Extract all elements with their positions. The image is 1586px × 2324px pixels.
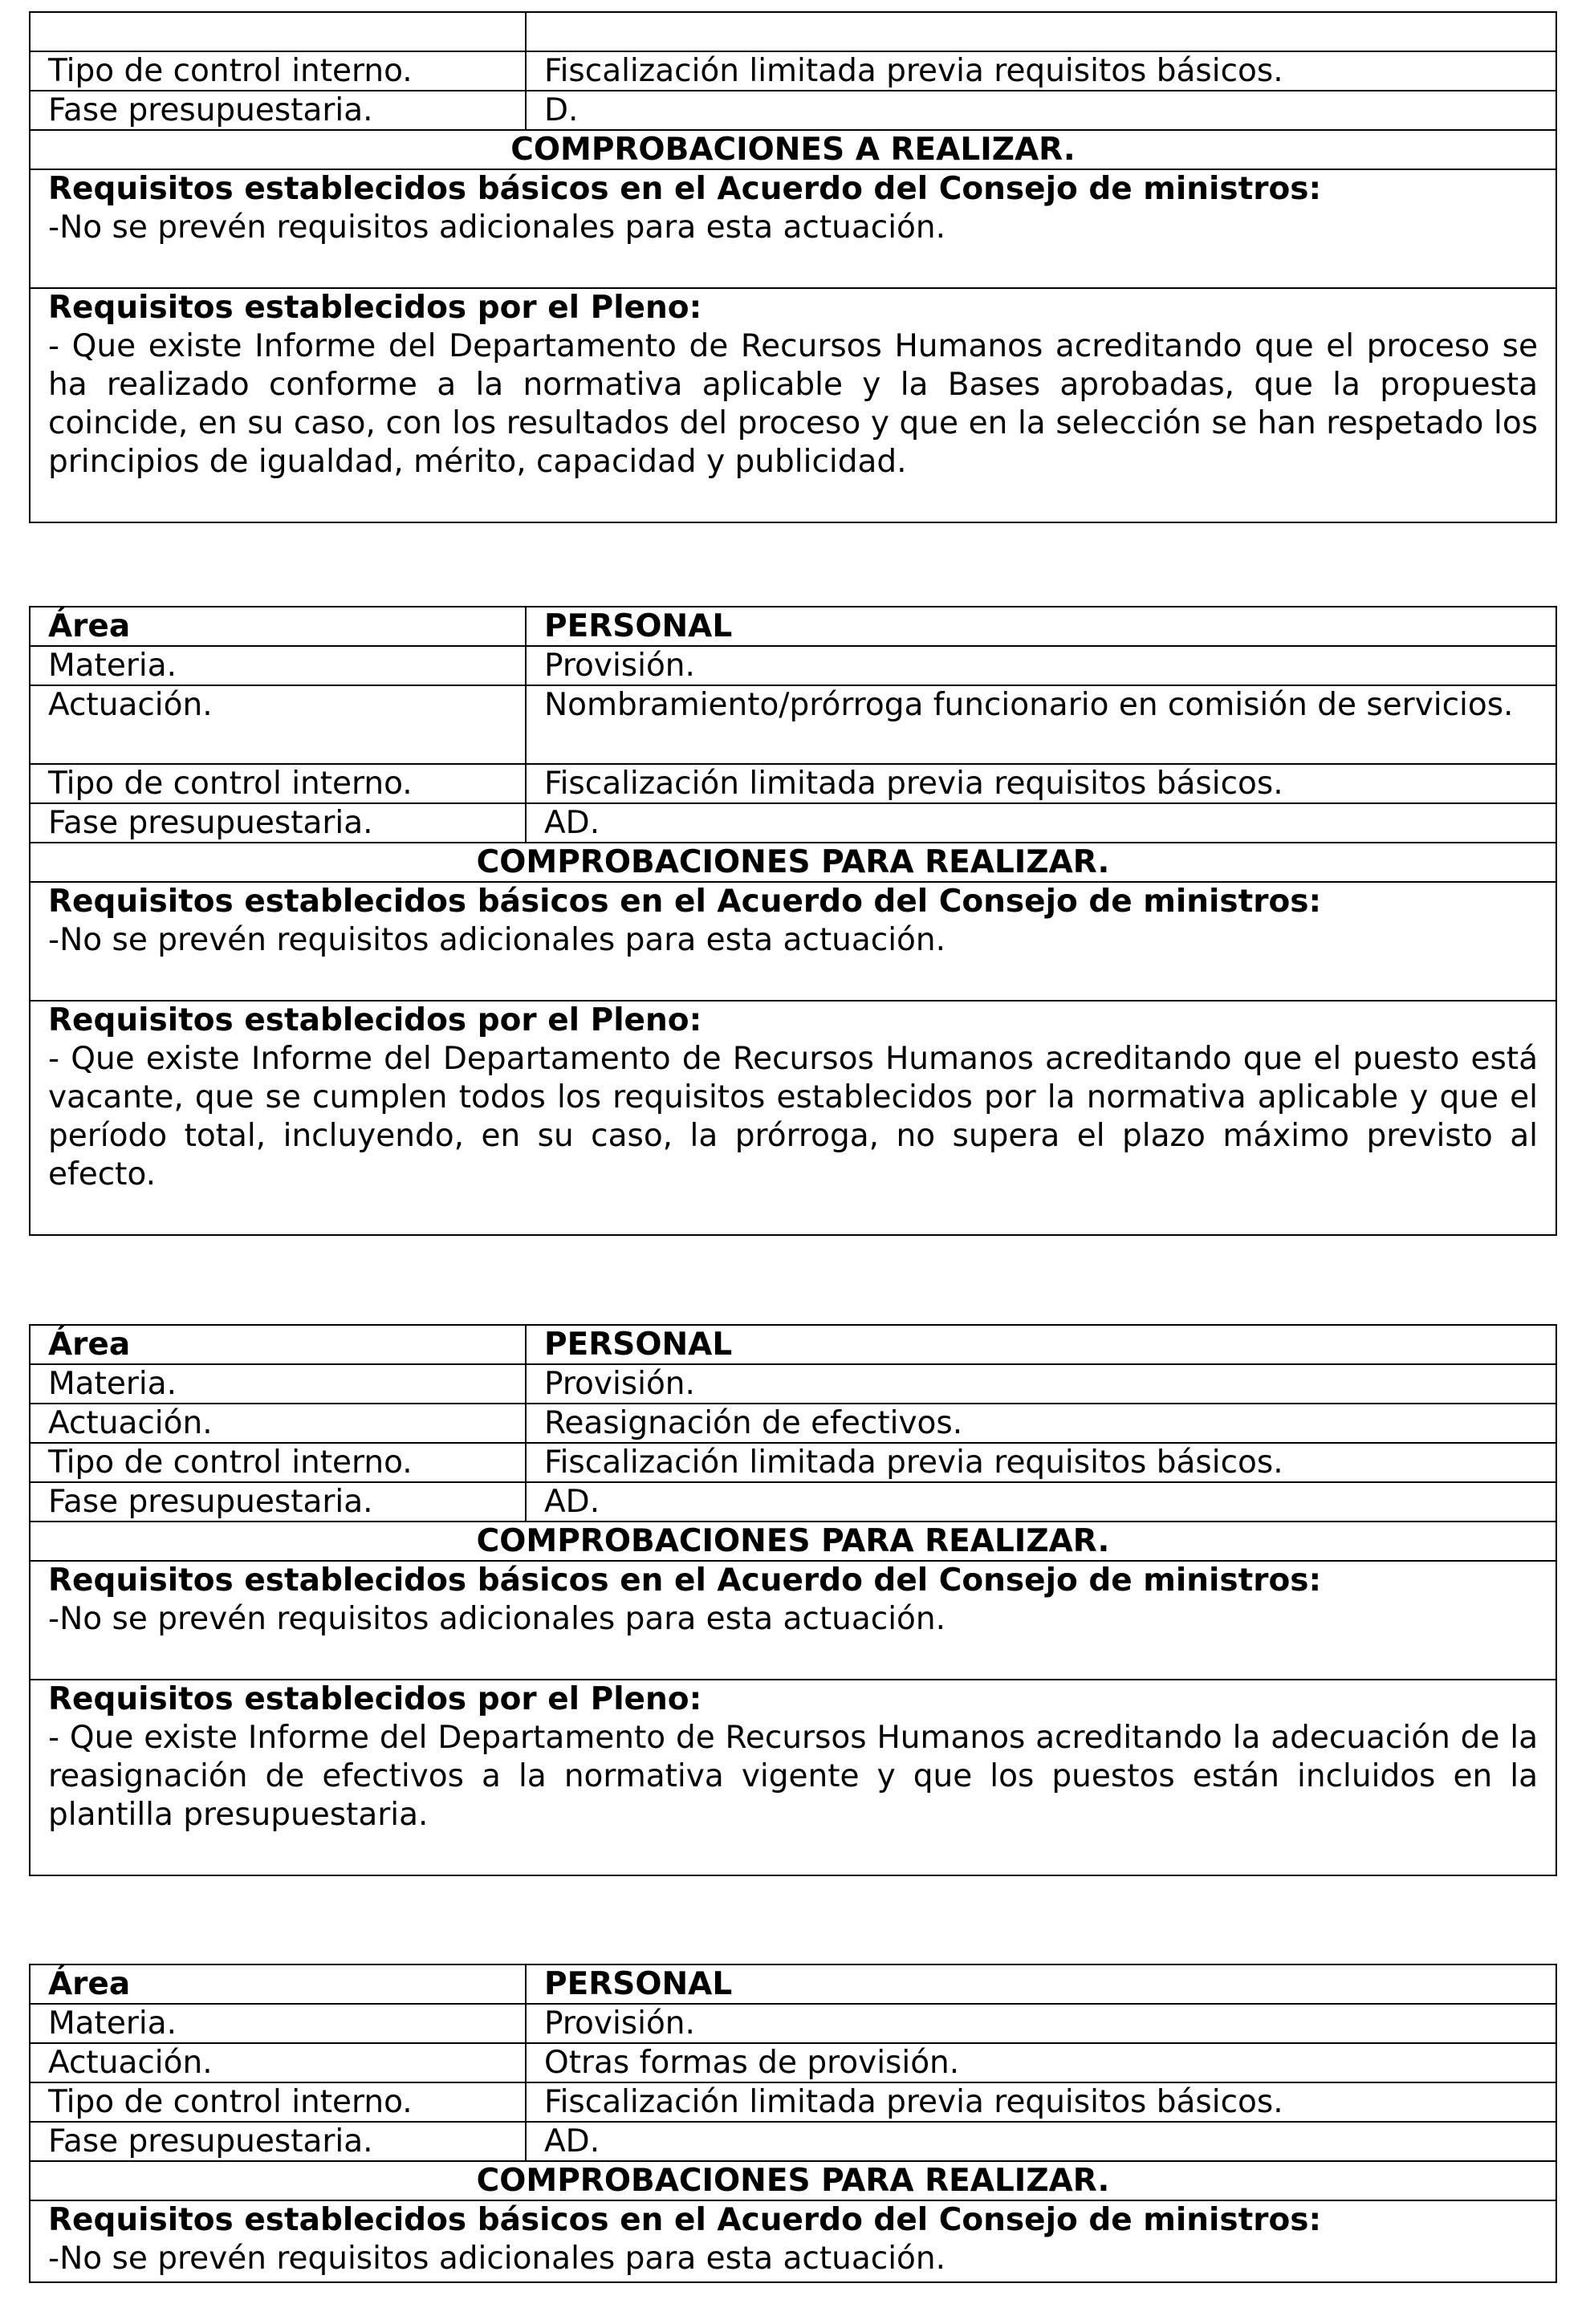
pleno-heading: Requisitos establecidos por el Pleno: [48,1681,702,1717]
row-value [527,13,1556,51]
comprobaciones-row [31,2162,1556,2201]
actuacion-label: Actuación. [31,1404,527,1442]
table-row-tipo [31,765,1556,804]
table-row-tipo [31,52,1556,91]
comprobaciones-heading: COMPROBACIONES PARA REALIZAR. [476,2163,1110,2199]
materia-label: Materia. [31,2005,527,2042]
comprobaciones-heading: COMPROBACIONES A REALIZAR. [510,132,1076,168]
tipo-label: Tipo de control interno. [31,52,527,90]
area-label: Área [31,1326,527,1363]
table-row-area [31,607,1556,647]
table-row-actuacion [31,2044,1556,2083]
table-row-materia [31,2005,1556,2044]
acuerdo-section [31,2201,1556,2281]
actuacion-label: Actuación. [31,2044,527,2082]
materia-value: Provisión. [544,2005,695,2042]
pleno-heading: Requisitos establecidos por el Pleno: [48,1002,702,1038]
tipo-value: Fiscalización limitada previa requisitos básicos. [544,2084,1283,2120]
pleno-section [31,289,1556,522]
tipo-label: Tipo de control interno. [31,765,527,802]
table-row [31,13,1556,52]
table-row-actuacion [31,1404,1556,1444]
acuerdo-text: -No se prevén requisitos adicionales para esta actuación. [48,922,946,958]
pleno-text: - Que existe Informe del Departamento de Recursos Humanos acreditando la adecuación de la reasignación de efectivos a la normativa vigente y que los puestos están incluidos en la plantilla presupuestaria. [48,1720,1538,1833]
table-row-tipo [31,2083,1556,2123]
control-table-2 [29,606,1557,1236]
table-row-materia [31,647,1556,686]
pleno-text: - Que existe Informe del Departamento de Recursos Humanos acreditando que el puesto está vacante, que se cumplen todos los requisitos establecidos por la normativa aplicable y que el período total, incluyendo, en su caso, la prórroga, no supera el plazo máximo previsto al efecto. [48,1041,1538,1192]
table-row-materia [31,1365,1556,1404]
area-value: PERSONAL [544,608,733,644]
tipo-value: Fiscalización limitada previa requisitos básicos. [544,766,1283,802]
table-row-area [31,1326,1556,1365]
fase-value: AD. [544,2123,600,2159]
comprobaciones-row [31,131,1556,170]
comprobaciones-row [31,843,1556,883]
table-row-fase [31,91,1556,131]
fase-value: D. [544,92,579,128]
row-label [31,13,527,51]
comprobaciones-heading: COMPROBACIONES PARA REALIZAR. [476,1523,1110,1559]
materia-value: Provisión. [544,1366,695,1402]
tipo-value: Fiscalización limitada previa requisitos básicos. [544,53,1283,89]
control-table-1 [29,11,1557,523]
pleno-heading: Requisitos establecidos por el Pleno: [48,290,702,326]
control-table-3 [29,1324,1557,1876]
actuacion-value: Nombramiento/prórroga funcionario en comisión de servicios. [544,687,1514,723]
tipo-value: Fiscalización limitada previa requisitos básicos. [544,1444,1283,1481]
acuerdo-section [31,883,1556,1002]
table-row-fase [31,1483,1556,1522]
materia-value: Provisión. [544,648,695,684]
fase-value: AD. [544,1484,600,1520]
table-row-area [31,1965,1556,2005]
fase-label: Fase presupuestaria. [31,1483,527,1521]
area-label: Área [31,607,527,645]
actuacion-value: Otras formas de provisión. [544,2045,960,2081]
acuerdo-section [31,1562,1556,1680]
comprobaciones-heading: COMPROBACIONES PARA REALIZAR. [476,844,1110,880]
table-row-fase [31,804,1556,843]
acuerdo-text: -No se prevén requisitos adicionales para esta actuación. [48,2241,946,2277]
actuacion-label: Actuación. [31,686,527,763]
fase-label: Fase presupuestaria. [31,2123,527,2160]
acuerdo-text: -No se prevén requisitos adicionales para esta actuación. [48,1601,946,1637]
pleno-text: - Que existe Informe del Departamento de Recursos Humanos acreditando que el proceso se ha realizado conforme a la normativa aplicable y la Bases aprobadas, que la propuesta coincide, en su caso, con los resultados del proceso y que en la selección se han respetado los principios de igualdad, mérito, capacidad y publicidad. [48,328,1538,480]
area-value: PERSONAL [544,1966,733,2002]
materia-label: Materia. [31,647,527,685]
table-row-fase [31,2123,1556,2162]
fase-label: Fase presupuestaria. [31,91,527,129]
area-value: PERSONAL [544,1327,733,1363]
materia-label: Materia. [31,1365,527,1403]
area-label: Área [31,1965,527,2003]
actuacion-value: Reasignación de efectivos. [544,1405,963,1441]
fase-value: AD. [544,805,600,841]
table-row-tipo [31,1444,1556,1483]
tipo-label: Tipo de control interno. [31,1444,527,1481]
comprobaciones-row [31,1522,1556,1562]
pleno-section [31,1680,1556,1875]
acuerdo-heading: Requisitos establecidos básicos en el Acuerdo del Consejo de ministros: [48,171,1322,207]
pleno-section [31,1002,1556,1234]
acuerdo-heading: Requisitos establecidos básicos en el Acuerdo del Consejo de ministros: [48,1562,1322,1599]
acuerdo-text: -No se prevén requisitos adicionales para esta actuación. [48,209,946,246]
acuerdo-heading: Requisitos establecidos básicos en el Acuerdo del Consejo de ministros: [48,884,1322,920]
table-row-actuacion [31,686,1556,765]
control-table-4 [29,1964,1557,2283]
tipo-label: Tipo de control interno. [31,2083,527,2121]
acuerdo-section [31,170,1556,289]
fase-label: Fase presupuestaria. [31,804,527,842]
acuerdo-heading: Requisitos establecidos básicos en el Acuerdo del Consejo de ministros: [48,2202,1322,2238]
